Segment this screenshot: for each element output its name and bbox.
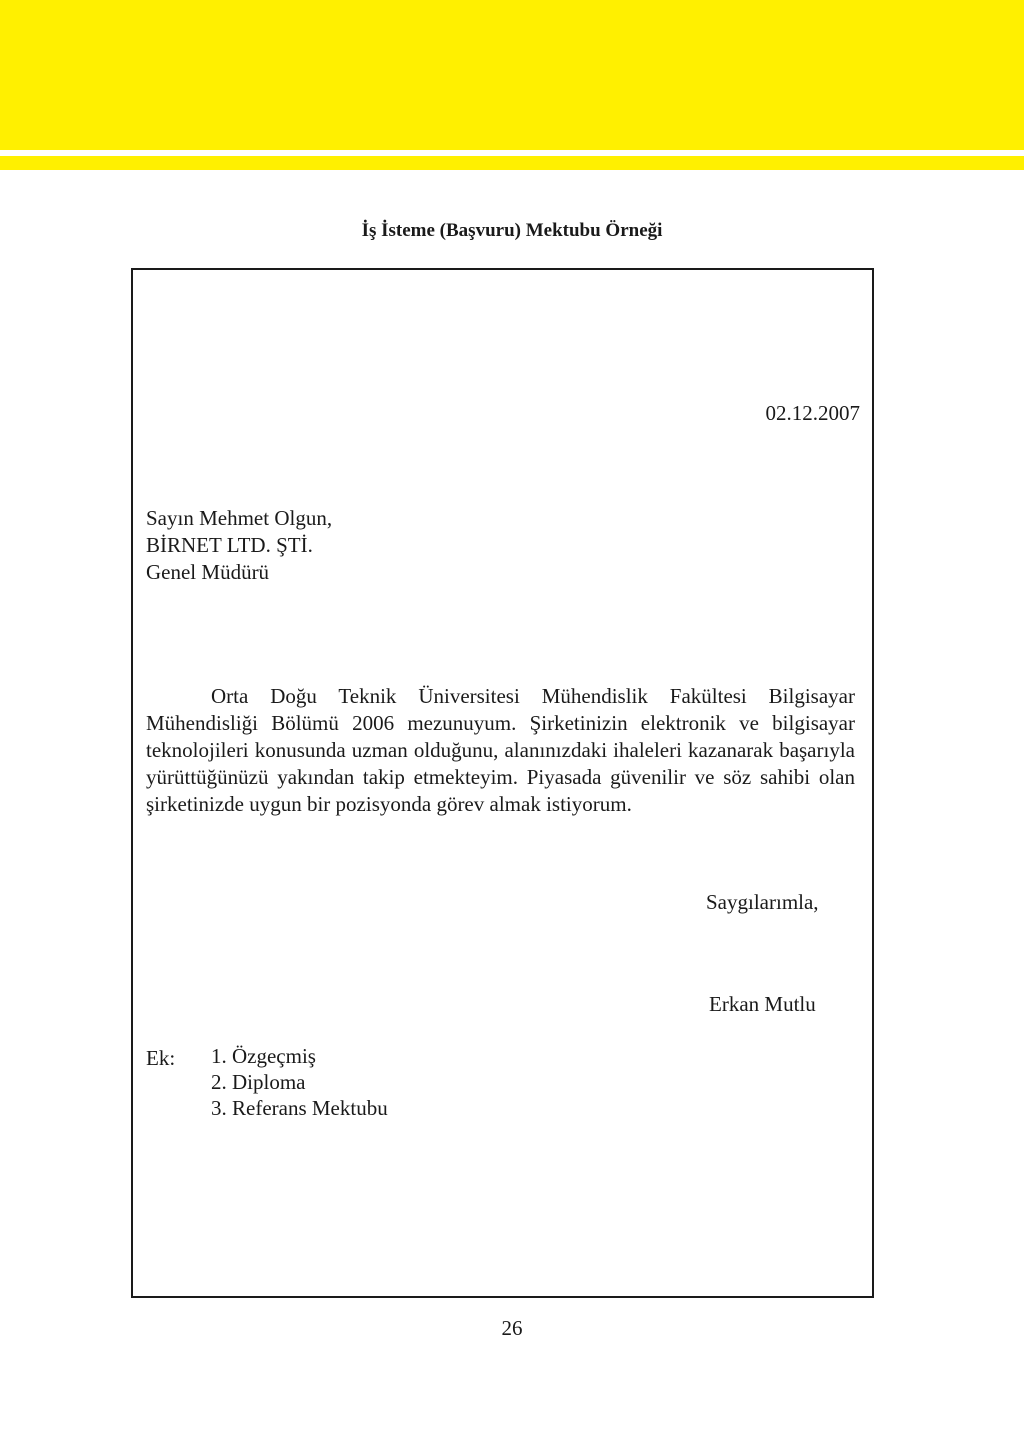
attachments-label: Ek: — [146, 1046, 176, 1070]
header-yellow-stripe — [0, 156, 1024, 170]
page-number: 26 — [501, 1316, 523, 1340]
attachment-item: 3. Referans Mektubu — [211, 1096, 388, 1120]
letter-frame — [131, 268, 874, 1298]
header-yellow-band — [0, 0, 1024, 150]
page-title: İş İsteme (Başvuru) Mektubu Örneği — [361, 220, 663, 241]
recipient-company: BİRNET LTD. ŞTİ. — [146, 533, 313, 557]
signature-name: Erkan Mutlu — [709, 992, 816, 1016]
attachment-item: 1. Özgeçmiş — [211, 1044, 316, 1068]
attachments-list — [211, 1043, 388, 1121]
recipient-name: Sayın Mehmet Olgun, — [146, 506, 333, 530]
letter-closing: Saygılarımla, — [706, 890, 819, 914]
letter-date: 02.12.2007 — [765, 401, 860, 425]
recipient-position: Genel Müdürü — [146, 560, 270, 584]
letter-body: Orta Doğu Teknik Üniversitesi Mühendislik Fakültesi Bilgisayar Mühendisliği Bölümü 2006 mezunuyum. Şirketinizin elektronik ve bilgisayar teknolojileri konusunda uzman olduğunu, alanınızdaki ihaleleri kazanarak başarıyla yürüttüğünüzü yakından takip etmekteyim. Piyasada güvenilir ve söz sahibi olan şirketinizde uygun bir pozisyonda görev almak istiyorum. — [146, 684, 855, 816]
recipient-block — [146, 505, 332, 586]
attachment-item: 2. Diploma — [211, 1070, 306, 1094]
